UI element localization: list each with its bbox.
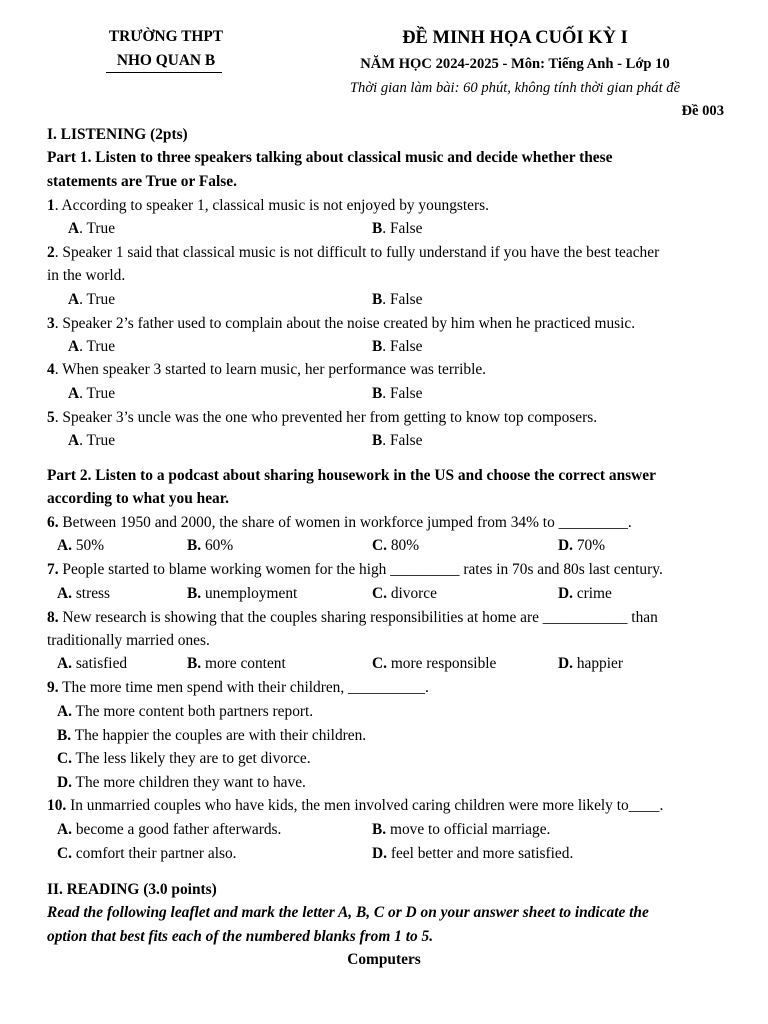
school-name-line2: NHO QUAN B (116, 52, 216, 69)
question-3 (47, 314, 635, 334)
q2-option-a (68, 290, 115, 310)
question-text: Between 1950 and 2000, the share of women in workforce jumped from 34% to _________. (58, 514, 632, 531)
q5-option-b (372, 431, 422, 451)
q6-option-a (57, 536, 104, 556)
option-letter: C. (57, 845, 72, 862)
option-text: The more children they want to have. (71, 774, 306, 791)
option-letter: D. (558, 585, 573, 602)
option-text: . False (382, 291, 423, 308)
question-text: New research is showing that the couples sharing responsibilities at home are ___________ than (58, 609, 658, 626)
q8-option-d (558, 654, 623, 674)
question-5 (47, 408, 597, 428)
option-text: more responsible (386, 655, 497, 672)
option-text: feel better and more satisfied. (386, 845, 574, 862)
reading-passage-title: Computers (347, 951, 421, 968)
listening-heading: I. LISTENING (2pts) (47, 126, 188, 143)
question-text: . Speaker 2’s father used to complain about the noise created by him when he practiced music. (54, 315, 636, 332)
q9-option-a (57, 702, 313, 722)
q7-option-b (187, 584, 297, 604)
question-text: . According to speaker 1, classical music is not enjoyed by youngsters. (54, 197, 489, 214)
q7-option-a (57, 584, 110, 604)
option-letter: B (372, 220, 383, 237)
reading-instruction-line2: option that best fits each of the numbered blanks from 1 to 5. (47, 928, 434, 945)
option-text: comfort their partner also. (71, 845, 237, 862)
option-text: divorce (386, 585, 437, 602)
q1-option-a (68, 219, 115, 239)
q10-option-d (372, 844, 573, 864)
option-text: . True (79, 432, 116, 449)
question-number: 4 (47, 361, 55, 378)
option-letter: A. (57, 703, 72, 720)
question-7 (47, 560, 663, 580)
q9-option-c (57, 749, 311, 769)
q6-option-b (187, 536, 233, 556)
school-name-line1: TRƯỜNG THPT (108, 28, 224, 45)
q8-option-a (57, 654, 127, 674)
exam-title: ĐỀ MINH HỌA CUỐI KỲ I (402, 28, 628, 48)
exam-code: Đề 003 (681, 103, 724, 119)
question-8 (47, 608, 658, 628)
option-text: . False (382, 385, 423, 402)
option-text: 80% (386, 537, 420, 554)
q2-option-b (372, 290, 422, 310)
question-number: 7. (47, 561, 59, 578)
question-2-continued: in the world. (47, 267, 126, 284)
option-letter: B (372, 432, 383, 449)
option-letter: D. (558, 537, 573, 554)
option-text: 70% (572, 537, 606, 554)
question-text: . Speaker 1 said that classical music is not difficult to fully understand if you have the best teacher (54, 244, 660, 261)
option-text: . False (382, 338, 423, 355)
q1-option-b (372, 219, 422, 239)
question-text: . When speaker 3 started to learn music, her performance was terrible. (54, 361, 487, 378)
q9-option-d (57, 773, 306, 793)
question-number: 8. (47, 609, 59, 626)
q7-option-c (372, 584, 437, 604)
question-number: 10. (47, 797, 67, 814)
option-letter: B. (187, 655, 202, 672)
option-letter: A. (57, 655, 72, 672)
option-letter: A. (57, 821, 72, 838)
q9-option-b (57, 726, 366, 746)
question-10 (47, 796, 663, 816)
option-letter: A (68, 220, 80, 237)
part2-instruction-line2: according to what you hear. (47, 490, 229, 507)
question-text: . Speaker 3’s uncle was the one who prevented her from getting to know top composers. (54, 409, 598, 426)
q3-option-b (372, 337, 422, 357)
option-text: . False (382, 220, 423, 237)
option-letter: A. (57, 585, 72, 602)
q5-option-a (68, 431, 115, 451)
q6-option-c (372, 536, 419, 556)
q10-option-b (372, 820, 550, 840)
option-letter: B. (187, 585, 202, 602)
q7-option-d (558, 584, 612, 604)
question-2 (47, 243, 659, 263)
option-letter: A (68, 338, 80, 355)
option-text: . True (79, 385, 116, 402)
q4-option-b (372, 384, 422, 404)
question-1 (47, 196, 489, 216)
question-text: People started to blame working women for the high _________ rates in 70s and 80s last century. (58, 561, 663, 578)
q6-option-d (558, 536, 605, 556)
q8-option-c (372, 654, 496, 674)
option-text: . False (382, 432, 423, 449)
option-letter: B (372, 385, 383, 402)
question-number: 9. (47, 679, 59, 696)
option-letter: D. (57, 774, 72, 791)
question-number: 5 (47, 409, 55, 426)
q8-option-b (187, 654, 286, 674)
part2-instruction-line1: Part 2. Listen to a podcast about sharing housework in the US and choose the correct answer (47, 467, 656, 484)
option-text: 60% (201, 537, 234, 554)
option-letter: B. (187, 537, 202, 554)
option-text: . True (79, 338, 116, 355)
question-9 (47, 678, 429, 698)
option-letter: B. (372, 821, 387, 838)
question-number: 2 (47, 244, 55, 261)
option-text: The less likely they are to get divorce. (71, 750, 311, 767)
question-text: In unmarried couples who have kids, the men involved caring children were more likely to____. (66, 797, 664, 814)
question-number: 1 (47, 197, 55, 214)
option-text: 50% (71, 537, 105, 554)
option-letter: D. (558, 655, 573, 672)
q10-option-c (57, 844, 237, 864)
question-number: 3 (47, 315, 55, 332)
option-letter: A (68, 291, 80, 308)
option-letter: C. (57, 750, 72, 767)
question-text: The more time men spend with their children, __________. (58, 679, 429, 696)
option-text: more content (201, 655, 286, 672)
reading-instruction-line1: Read the following leaflet and mark the letter A, B, C or D on your answer sheet to indicate the (47, 904, 649, 921)
option-text: stress (71, 585, 111, 602)
option-text: become a good father afterwards. (71, 821, 282, 838)
option-text: The happier the couples are with their children. (71, 727, 367, 744)
option-text: satisfied (71, 655, 128, 672)
q10-option-a (57, 820, 281, 840)
option-letter: B (372, 291, 383, 308)
option-text: crime (572, 585, 612, 602)
option-letter: C. (372, 585, 387, 602)
part1-instruction-line1: Part 1. Listen to three speakers talking about classical music and decide whether these (47, 149, 613, 166)
option-text: move to official marriage. (386, 821, 551, 838)
option-letter: B. (57, 727, 72, 744)
option-letter: C. (372, 537, 387, 554)
part1-instruction-line2: statements are True or False. (47, 173, 237, 190)
q3-option-a (68, 337, 115, 357)
option-text: The more content both partners report. (71, 703, 314, 720)
option-text: . True (79, 291, 116, 308)
option-letter: A (68, 385, 80, 402)
option-letter: A (68, 432, 80, 449)
option-letter: A. (57, 537, 72, 554)
reading-heading: II. READING (3.0 points) (47, 881, 217, 898)
question-6 (47, 513, 632, 533)
option-text: unemployment (201, 585, 298, 602)
exam-subtitle: NĂM HỌC 2024-2025 - Môn: Tiếng Anh - Lớp 10 (360, 56, 670, 72)
option-text: . True (79, 220, 116, 237)
q4-option-a (68, 384, 115, 404)
time-note: Thời gian làm bài: 60 phút, không tính thời gian phát đề (349, 80, 681, 96)
question-8-continued: traditionally married ones. (47, 632, 210, 649)
option-letter: D. (372, 845, 387, 862)
school-underline (106, 72, 222, 73)
question-4 (47, 360, 486, 380)
question-number: 6. (47, 514, 59, 531)
option-letter: C. (372, 655, 387, 672)
option-letter: B (372, 338, 383, 355)
option-text: happier (572, 655, 623, 672)
